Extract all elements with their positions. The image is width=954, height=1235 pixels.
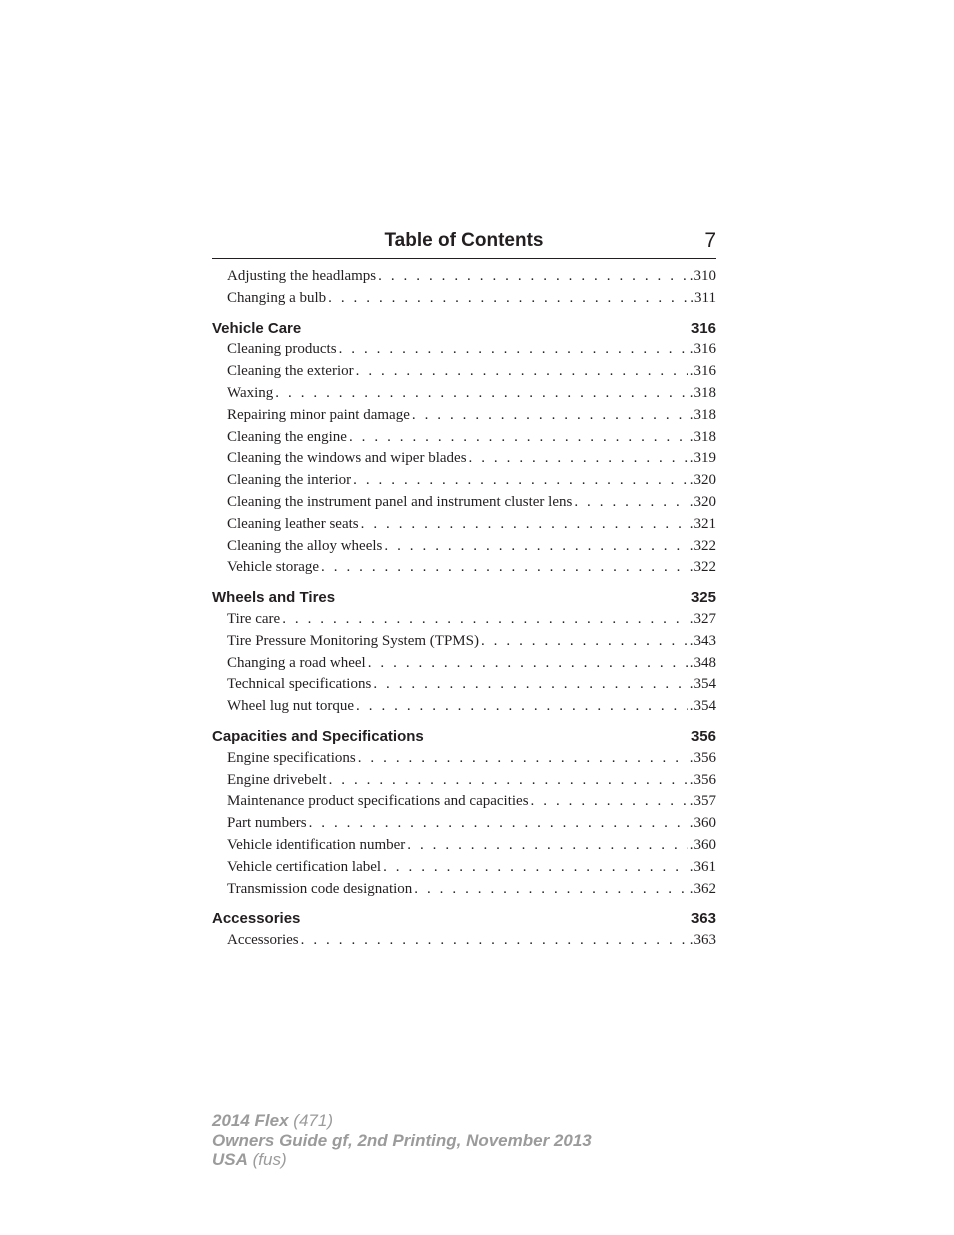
dot-leader	[356, 696, 688, 718]
footer-line-3	[212, 1150, 592, 1170]
toc-entry[interactable]	[212, 609, 716, 631]
dot-leader	[321, 557, 688, 579]
toc-entry[interactable]	[212, 813, 716, 835]
toc-entry-label: Repairing minor paint damage	[227, 406, 410, 423]
toc-entry[interactable]	[212, 470, 716, 492]
toc-entry-label: Waxing	[227, 384, 274, 401]
toc-entry-page: .362	[689, 880, 716, 897]
dot-leader	[384, 536, 687, 558]
toc-entry-label: Maintenance product specifications and capacities	[227, 793, 529, 810]
toc-entry[interactable]	[212, 383, 716, 405]
toc-entry-page: .320	[689, 493, 716, 510]
dot-leader	[356, 361, 688, 383]
toc-entry[interactable]	[212, 835, 716, 857]
toc-entry[interactable]	[212, 748, 716, 770]
toc-entry[interactable]	[212, 879, 716, 901]
toc-entry[interactable]	[212, 536, 716, 558]
toc-entry-page: .319	[689, 450, 716, 467]
toc-section-title: Capacities and Specifications	[212, 727, 424, 745]
toc-entry[interactable]	[212, 492, 716, 514]
toc-entry[interactable]	[212, 770, 716, 792]
toc-entry-label: Cleaning the engine	[227, 428, 347, 445]
toc-section-page: 363	[690, 910, 716, 928]
dot-leader	[373, 674, 687, 696]
toc-entry-page: .321	[689, 515, 716, 532]
toc-entry-label: Cleaning the windows and wiper blades	[227, 450, 467, 467]
toc-entry[interactable]	[212, 674, 716, 696]
toc-section-heading[interactable]	[212, 587, 716, 609]
toc-entry-label: Cleaning the instrument panel and instrument cluster lens	[227, 493, 573, 510]
toc-entry-page: .354	[689, 676, 716, 693]
toc-entry-page: .318	[689, 384, 716, 401]
dot-leader	[329, 770, 688, 792]
toc-section-heading[interactable]	[212, 908, 716, 930]
toc-entry[interactable]	[212, 930, 716, 952]
dot-leader	[275, 383, 687, 405]
toc-entry-page: .356	[689, 749, 716, 766]
toc-entry-label: Adjusting the headlamps	[227, 268, 377, 284]
dot-leader	[349, 427, 688, 449]
toc-entry-label: Technical specifications	[227, 676, 372, 693]
toc-entry-page: .343	[689, 632, 716, 649]
toc-entry-page: .361	[689, 858, 716, 875]
page-header	[212, 228, 716, 259]
toc-entry[interactable]	[212, 791, 716, 813]
footer-line-1	[212, 1111, 592, 1131]
footer-model-code: (471)	[293, 1111, 333, 1130]
dot-leader	[301, 930, 688, 952]
toc-entry-label: Accessories	[227, 932, 299, 949]
toc-entry[interactable]	[212, 653, 716, 675]
dot-leader	[361, 514, 688, 536]
toc-section-title: Vehicle Care	[212, 319, 302, 337]
dot-leader	[481, 631, 688, 653]
footer-market-code: (fus)	[252, 1150, 287, 1169]
toc-entry-label: Part numbers	[227, 815, 307, 832]
page-title: Table of Contents	[384, 230, 544, 251]
dot-leader	[282, 609, 688, 631]
footer-model: 2014 Flex	[212, 1111, 289, 1130]
toc-entry-label: Engine specifications	[227, 749, 356, 766]
dot-leader	[328, 288, 688, 310]
toc-entry-label: Vehicle storage	[227, 559, 320, 576]
dot-leader	[412, 405, 688, 427]
dot-leader	[378, 266, 688, 288]
toc-entry-label: Vehicle certification label	[227, 858, 382, 875]
toc-entry[interactable]	[212, 361, 716, 383]
toc-entry-label: Cleaning products	[227, 341, 337, 358]
toc-section-heading[interactable]	[212, 318, 716, 340]
toc-entry[interactable]	[212, 339, 716, 361]
toc-entry-label: Tire Pressure Monitoring System (TPMS)	[227, 632, 479, 649]
toc-entry-page: .316	[689, 341, 716, 358]
toc-entry-page: .348	[689, 654, 716, 671]
dot-leader	[574, 492, 687, 514]
dot-leader	[358, 748, 688, 770]
toc-entry-page: .327	[689, 610, 716, 627]
dot-leader	[383, 857, 688, 879]
toc-section-page: 325	[690, 589, 716, 607]
dot-leader	[339, 339, 688, 361]
dot-leader	[353, 470, 688, 492]
toc-entry-label: Transmission code designation	[227, 880, 413, 897]
table-of-contents	[212, 266, 716, 952]
toc-entry-page: .316	[689, 363, 716, 380]
toc-entry[interactable]	[212, 631, 716, 653]
toc-entry-label: Cleaning the exterior	[227, 363, 354, 380]
toc-entry-page: .360	[689, 836, 716, 853]
toc-entry-page: .322	[689, 559, 716, 576]
toc-entry-label: Wheel lug nut torque	[227, 698, 355, 715]
dot-leader	[309, 813, 688, 835]
dot-leader	[531, 791, 688, 813]
toc-entry-page: .360	[689, 815, 716, 832]
toc-entry[interactable]	[212, 288, 716, 310]
footer-line-2	[212, 1131, 592, 1151]
footer-market: USA	[212, 1150, 248, 1169]
toc-entry-page: .320	[689, 472, 716, 489]
toc-section-heading[interactable]	[212, 726, 716, 748]
footer-guide-edition: Owners Guide gf, 2nd Printing, November 2013	[212, 1130, 592, 1150]
toc-entry[interactable]	[212, 427, 716, 449]
toc-entry-page: .354	[689, 698, 716, 715]
dot-leader	[368, 653, 688, 675]
dot-leader	[414, 879, 687, 901]
toc-entry-label: Engine drivebelt	[227, 771, 327, 788]
toc-entry[interactable]	[212, 857, 716, 879]
toc-entry-page: .363	[689, 932, 716, 949]
toc-entry-page: .318	[689, 406, 716, 423]
toc-section-page: 356	[690, 727, 716, 745]
toc-section-title: Accessories	[212, 910, 301, 928]
toc-entry[interactable]	[212, 557, 716, 579]
toc-section-page: 316	[690, 319, 716, 337]
toc-entry[interactable]	[212, 266, 716, 288]
page-footer	[212, 1111, 592, 1170]
toc-entry-label: Cleaning the alloy wheels	[227, 537, 383, 554]
toc-entry-page: .311	[690, 289, 716, 306]
toc-entry-label: Tire care	[227, 610, 281, 627]
toc-entry-label: Changing a road wheel	[227, 654, 366, 671]
toc-section-title: Wheels and Tires	[212, 589, 336, 607]
dot-leader	[469, 448, 688, 470]
toc-entry[interactable]	[212, 405, 716, 427]
toc-entry-page: .356	[689, 771, 716, 788]
page-number: 7	[704, 229, 716, 252]
toc-entry-label: Cleaning leather seats	[227, 515, 359, 532]
toc-entry[interactable]	[212, 448, 716, 470]
toc-entry-page: .357	[689, 793, 716, 810]
dot-leader	[407, 835, 687, 857]
toc-entry[interactable]	[212, 514, 716, 536]
toc-entry-label: Changing a bulb	[227, 289, 327, 306]
toc-entry-page: .310	[689, 268, 716, 284]
toc-entry-label: Vehicle identification number	[227, 836, 406, 853]
toc-entry[interactable]	[212, 696, 716, 718]
toc-entry-page: .318	[689, 428, 716, 445]
toc-entry-page: .322	[689, 537, 716, 554]
toc-entry-label: Cleaning the interior	[227, 472, 352, 489]
